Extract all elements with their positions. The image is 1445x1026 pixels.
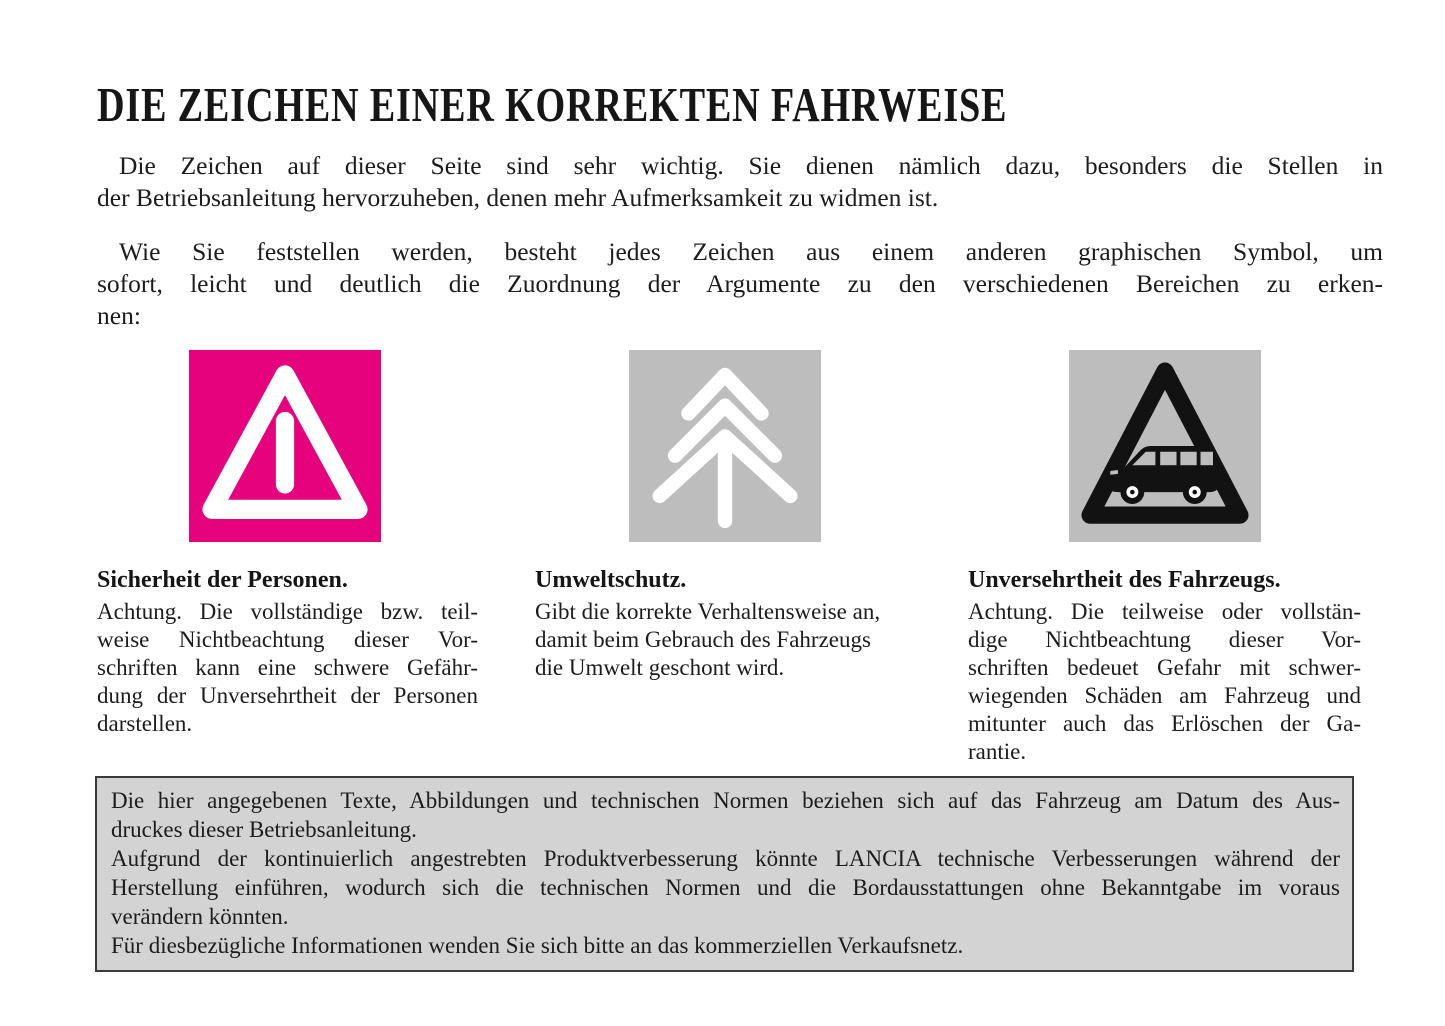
notice-box (95, 776, 1354, 972)
text-line: Die hier angegebenen Texte, Abbildungen und technischen Normen beziehen sich auf das Fahrzeug am Datum des Aus- (111, 788, 1340, 813)
intro-paragraph-2 (97, 236, 1383, 332)
text-line: Aufgrund der kontinuierlich angestrebten Produktverbesserung könnte LANCIA technische Verbesserungen während der (111, 846, 1340, 871)
warning-triangle-exclamation-icon (189, 347, 381, 545)
symbol-heading-environment: Umweltschutz. (535, 567, 687, 593)
text-line: der Betriebsanleitung hervorzuheben, denen mehr Aufmerksamkeit zu widmen ist. (97, 183, 939, 212)
text-line: dige Nichtbeachtung dieser Vor- (968, 627, 1361, 652)
safety-symbol-tile (189, 347, 381, 545)
text-line: die Umwelt geschont wird. (535, 655, 785, 680)
environment-symbol-tile (629, 347, 821, 545)
text-line: verändern könnten. (111, 904, 289, 929)
safety-description-column (97, 566, 478, 738)
vehicle-description-column (968, 566, 1361, 766)
page-title: DIE ZEICHEN EINER KORREKTEN FAHRWEISE (97, 76, 1008, 132)
text-line: schriften bedeuet Gefahr mit schwer- (968, 655, 1361, 680)
text-line: Gibt die korrekte Verhaltensweise an, (535, 599, 881, 624)
fir-tree-icon (629, 347, 821, 545)
text-line: Wie Sie feststellen werden, besteht jedes Zeichen aus einem anderen graphischen Symbol, um (119, 237, 1383, 266)
text-line: Achtung. Die teilweise oder vollstän- (968, 599, 1361, 624)
symbol-heading-vehicle: Unversehrtheit des Fahrzeugs. (968, 567, 1281, 593)
vehicle-symbol-tile (1069, 347, 1261, 545)
text-line: Die Zeichen auf dieser Seite sind sehr wichtig. Sie dienen nämlich dazu, besonders die Stellen in (119, 151, 1383, 180)
symbol-heading-safety: Sicherheit der Personen. (97, 567, 348, 593)
text-line: damit beim Gebrauch des Fahrzeugs (535, 627, 871, 652)
text-line: Herstellung einführen, wodurch sich die technischen Normen und die Bordausstattungen ohne Bekanntgabe im voraus (111, 875, 1340, 900)
text-line: weise Nichtbeachtung dieser Vor- (97, 627, 478, 652)
text-line: darstellen. (97, 711, 193, 736)
environment-description-column (535, 566, 965, 682)
warning-triangle-car-icon (1069, 347, 1261, 545)
text-line: nen: (97, 301, 141, 330)
text-line: Für diesbezügliche Informationen wenden Sie sich bitte an das kommerziellen Verkaufsnetz. (111, 933, 964, 958)
text-line: wiegenden Schäden am Fahrzeug und (968, 683, 1361, 708)
text-line: rantie. (968, 739, 1027, 764)
text-line: mitunter auch das Erlöschen der Ga- (968, 711, 1361, 736)
text-line: schriften kann eine schwere Gefähr- (97, 655, 478, 680)
intro-paragraph-1 (97, 150, 1383, 214)
text-line: dung der Unversehrtheit der Personen (97, 683, 478, 708)
text-line: sofort, leicht und deutlich die Zuordnung der Argumente zu den verschiedenen Bereichen zu erken- (97, 269, 1383, 298)
text-line: druckes dieser Betriebsanleitung. (111, 817, 417, 842)
text-line: Achtung. Die vollständige bzw. teil- (97, 599, 478, 624)
